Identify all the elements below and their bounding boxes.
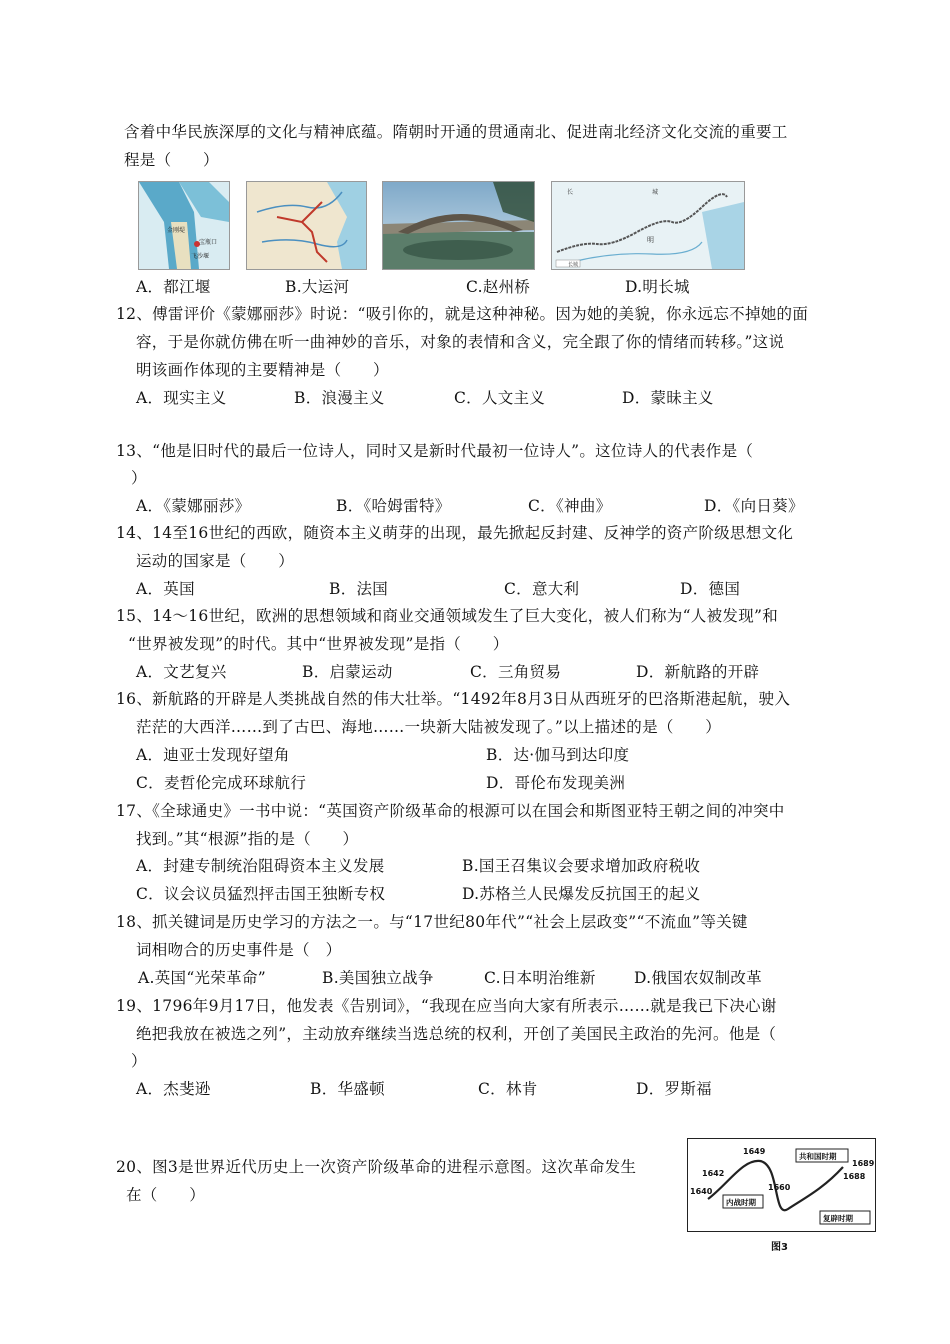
figure-3-graphic (688, 1139, 875, 1231)
q15-option-c[interactable]: C．三角贸易 (470, 663, 562, 681)
label-ming: 明 (647, 236, 654, 244)
q18-line2: 词相吻合的历史事件是（ ） (136, 941, 342, 959)
q11-option-a[interactable]: A．都江堰 (136, 278, 211, 296)
label-feishayan: 飞沙堰 (191, 253, 210, 260)
q19-line1: 19、1796年9月17日，他发表《告别词》，“我现在应当向大家有所表示……就是我已下决心谢 (116, 997, 777, 1015)
q12-line3: 明该画作体现的主要精神是（ ） (136, 361, 389, 379)
q15-option-d[interactable]: D．新航路的开辟 (636, 663, 760, 681)
q15-line2: “世界被发现”的时代。其中“世界被发现”是指（ ） (128, 635, 509, 653)
q11-option-d[interactable]: D.明长城 (625, 278, 690, 296)
q16-option-a[interactable]: A．迪亚士发现好望角 (136, 746, 290, 764)
figure-3-caption: 图3 (771, 1242, 788, 1253)
zhaozhou-bridge-graphic (383, 182, 534, 269)
q14-option-c[interactable]: C．意大利 (504, 580, 580, 598)
year-1640: 1640 (690, 1187, 713, 1196)
q12-option-a[interactable]: A．现实主义 (136, 389, 227, 407)
year-1642: 1642 (702, 1169, 725, 1178)
q19-option-a[interactable]: A．杰斐逊 (136, 1080, 211, 1098)
q20-line1: 20、图3是世界近代历史上一次资产阶级革命的进程示意图。这次革命发生 (116, 1158, 637, 1176)
q18-option-a[interactable]: A.英国“光荣革命” (138, 969, 266, 987)
q18-option-d[interactable]: D.俄国农奴制改革 (634, 969, 763, 987)
q15-option-b[interactable]: B．启蒙运动 (302, 663, 393, 681)
grand-canal-map-graphic (247, 182, 366, 269)
q11-line1: 含着中华民族深厚的文化与精神底蕴。隋朝时开通的贯通南北、促进南北经济文化交流的重要工 (124, 123, 788, 141)
q19-option-c[interactable]: C．林肯 (478, 1080, 538, 1098)
q17-line2: 找到。”其“根源”指的是（ ） (136, 830, 359, 848)
q17-option-a[interactable]: A．封建专制统治阻碍资本主义发展 (136, 857, 385, 875)
q13-option-d[interactable]: D．《向日葵》 (704, 497, 804, 515)
q13-option-c[interactable]: C．《神曲》 (528, 497, 612, 515)
label-baopingkou: 宝瓶口 (199, 239, 218, 246)
label-republic-period: 共和国时期 (799, 1152, 837, 1161)
q18-option-b[interactable]: B.美国独立战争 (322, 969, 434, 987)
q20-line2: 在（ ） (126, 1186, 206, 1204)
q14-option-b[interactable]: B．法国 (329, 580, 389, 598)
q19-line3: ） (131, 1052, 147, 1070)
q18-option-c[interactable]: C.日本明治维新 (484, 969, 596, 987)
q14-line2: 运动的国家是（ ） (136, 552, 295, 570)
q17-option-c[interactable]: C．议会议员猛烈抨击国王独断专权 (136, 885, 386, 903)
label-chang: 长 (567, 189, 574, 196)
zhaozhou-bridge-photo (382, 181, 535, 270)
q15-line1: 15、14～16世纪，欧洲的思想领域和商业交通领域发生了巨大变化，被人们称为“人被发现”和 (116, 607, 779, 625)
q17-option-d[interactable]: D.苏格兰人民爆发反抗国王的起义 (462, 885, 701, 903)
q11-option-c[interactable]: C.赵州桥 (466, 278, 531, 296)
grand-canal-map-image (246, 181, 367, 270)
q11-line2: 程是（ ） (124, 151, 219, 169)
ming-great-wall-map-graphic (552, 182, 744, 269)
q13-option-b[interactable]: B．《哈姆雷特》 (336, 497, 451, 515)
q19-option-b[interactable]: B．华盛顿 (310, 1080, 385, 1098)
q13-line2: ） (131, 469, 147, 487)
q19-option-d[interactable]: D．罗斯福 (636, 1080, 712, 1098)
q11-option-b[interactable]: B.大运河 (285, 278, 350, 296)
q16-option-c[interactable]: C．麦哲伦完成环球航行 (136, 774, 307, 792)
q12-line2: 容，于是你就仿佛在听一曲神妙的音乐，对象的表情和含义，完全跟了你的情绪而转移。”这说 (136, 333, 785, 351)
q12-option-b[interactable]: B．浪漫主义 (294, 389, 385, 407)
q14-line1: 14、14至16世纪的西欧，随资本主义萌芽的出现，最先掀起反封建、反神学的资产阶级思想文化 (116, 524, 794, 542)
q12-option-d[interactable]: D．蒙昧主义 (622, 389, 714, 407)
q18-line1: 18、抓关键词是历史学习的方法之一。与“17世纪80年代”“社会上层政变”“不流血”等关键 (116, 913, 748, 931)
q14-option-d[interactable]: D．德国 (680, 580, 741, 598)
q16-line2: 茫茫的大西洋……到了古巴、海地……一块新大陆被发现了。”以上描述的是（ ） (136, 718, 722, 736)
q12-option-c[interactable]: C．人文主义 (454, 389, 546, 407)
figure-3-revolution-diagram (687, 1138, 876, 1232)
legend-great-wall: 长城 (568, 262, 579, 268)
q14-option-a[interactable]: A．英国 (136, 580, 195, 598)
label-cheng: 城 (652, 189, 659, 196)
q16-option-d[interactable]: D．哥伦布发现美洲 (486, 774, 626, 792)
q19-line2: 绝把我放在被选之列”，主动放弃继续当选总统的权利，开创了美国民主政治的先河。他是（ (136, 1025, 777, 1043)
dujiangyan-map-graphic (139, 182, 229, 269)
year-1688: 1688 (843, 1172, 866, 1181)
q17-line1: 17、《全球通史》一书中说：“英国资产阶级革命的根源可以在国会和斯图亚特王朝之间的冲突中 (116, 802, 785, 820)
label-jingangdi: 金刚堤 (167, 227, 186, 234)
ming-great-wall-map-image (551, 181, 745, 270)
label-restoration-period: 复辟时期 (823, 1214, 853, 1223)
q16-option-b[interactable]: B．达·伽马到达印度 (486, 746, 630, 764)
label-civil-war-period: 内战时期 (726, 1198, 756, 1207)
year-1660: 1660 (768, 1183, 791, 1192)
q17-option-b[interactable]: B.国王召集议会要求增加政府税收 (462, 857, 701, 875)
q16-line1: 16、新航路的开辟是人类挑战自然的伟大壮举。“1492年8月3日从西班牙的巴洛斯港起航，驶入 (116, 690, 791, 708)
q12-line1: 12、傅雷评价《蒙娜丽莎》时说：“吸引你的，就是这种神秘。因为她的美貌，你永远忘不掉她的面 (116, 305, 809, 323)
year-1689: 1689 (852, 1159, 875, 1168)
year-1649: 1649 (743, 1147, 766, 1156)
dujiangyan-map-image (138, 181, 230, 270)
q13-line1: 13、“他是旧时代的最后一位诗人，同时又是新时代最初一位诗人”。这位诗人的代表作是（ (116, 442, 754, 460)
q13-option-a[interactable]: A．《蒙娜丽莎》 (136, 497, 251, 515)
q15-option-a[interactable]: A．文艺复兴 (136, 663, 227, 681)
